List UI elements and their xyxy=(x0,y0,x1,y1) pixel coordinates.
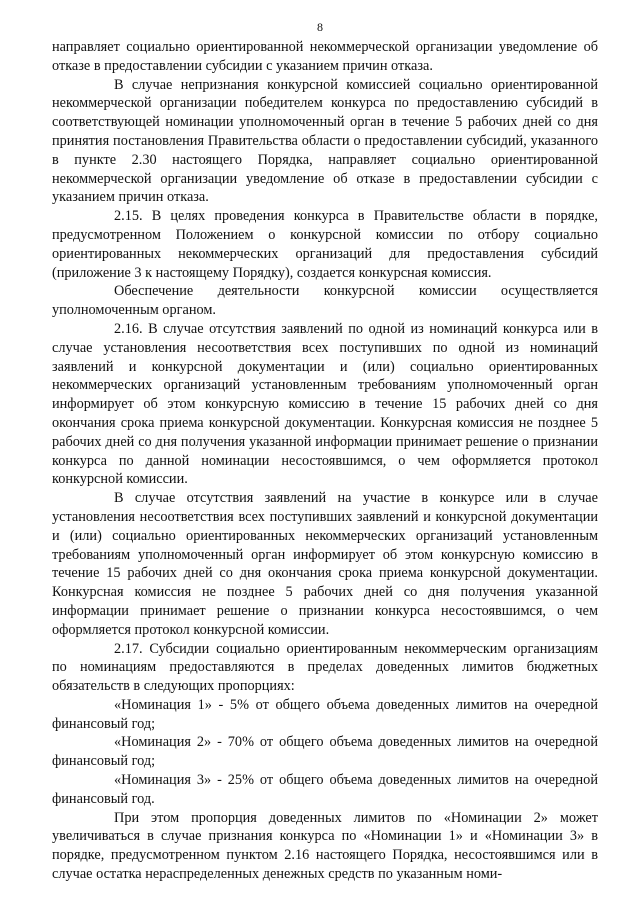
paragraph: направляет социально ориентированной некоммерческой организации уведомление об отказе в предоставлении субсидии с указанием причин отказа. xyxy=(52,39,598,74)
paragraph: 2.17. Субсидии социально ориентированным некоммерческим организациям по номинациям предоставляются в пределах доведенных лимитов бюджетных обязательств в следующих пропорциях: xyxy=(52,640,598,695)
paragraph: Обеспечение деятельности конкурсной комиссии осуществляется уполномоченным органом. xyxy=(52,283,598,319)
paragraph: 2.15. В целях проведения конкурса в Правительстве области в порядке, предусмотренном Положением о конкурсной комиссии по отбору социально ориентированных некоммерческих организаций для предоставления субсидий (приложение 3 к настоящему Порядку), создается конкурсная комиссия. xyxy=(52,208,598,281)
paragraph: При этом пропорция доведенных лимитов по «Номинации 2» может увеличиваться в случае признания конкурса по «Номинации 1» и «Номинации 3» в порядке, предусмотренном пунктом 2.16 настоящего Порядка, несостоявшимся или в случае остатка нераспределенных денежных средств по указанным номи- xyxy=(52,809,598,883)
page-number: 8 xyxy=(317,20,323,34)
document-body xyxy=(52,38,598,884)
list-item: «Номинация 2» - 70% от общего объема доведенных лимитов на очередной финансовый год; xyxy=(52,734,598,770)
paragraph: В случае непризнания конкурсной комиссией социально ориентированной некоммерческой организации победителем конкурса по предоставлению субсидий в соответствующей номинации уполномоченный орган в течение 5 рабочих дней со дня принятия постановления Правительства области о предоставлении субсидий, указанного в пункте 2.30 настоящего Порядка, направляет социально ориентированной некоммерческой организации уведомление об отказе в предоставлении субсидии с указанием причин отказа. xyxy=(52,76,598,206)
list-item: «Номинация 1» - 5% от общего объема доведенных лимитов на очередной финансовый год; xyxy=(52,696,598,732)
paragraph: В случае отсутствия заявлений на участие в конкурсе или в случае установления несоответствия всех поступивших заявлений и конкурсной документации и (или) социально ориентированных некоммерческих организаций установленным требованиям уполномоченный орган информирует об этом конкурсную комиссию в течение 15 рабочих дней со дня окончания срока приема конкурсной документации. Конкурсная комиссия не позднее 5 рабочих дней со дня получения указанной информации принимает решение о признании конкурса несостоявшимся, о чем оформляется протокол конкурсной комиссии. xyxy=(52,490,598,638)
paragraph: 2.16. В случае отсутствия заявлений по одной из номинаций конкурса или в случае установления несоответствия всех поступивших по одной из номинаций заявлений и конкурсной документации и (или) социально ориентированных некоммерческих организаций установленным требованиям уполномоченный орган информирует об этом конкурсную комиссию в течение 15 рабочих дней со дня окончания срока приема конкурсной документации. Конкурсная комиссия не позднее 5 рабочих дней со дня получения указанной информации принимает решение о признании конкурса по данной номинации несостоявшимся, о чем оформляется протокол конкурсной комиссии. xyxy=(52,320,598,488)
list-item: «Номинация 3» - 25% от общего объема доведенных лимитов на очередной финансовый год. xyxy=(52,772,598,807)
